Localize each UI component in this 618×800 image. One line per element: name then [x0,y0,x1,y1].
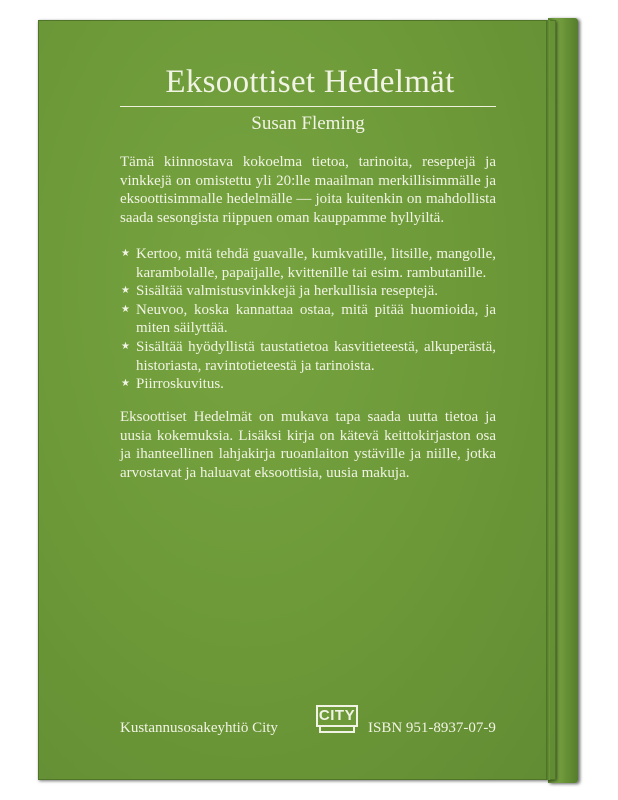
feature-text: Piirroskuvitus. [136,376,224,393]
isbn-number: ISBN 951-8937-07-9 [368,720,496,736]
cover-hinge [546,20,550,780]
publisher-name: Kustannusosakeyhtiö City [120,720,278,736]
feature-text: Neuvoo, koska kannattaa ostaa, mitä pitää huomioida, ja miten säilyttää. [136,301,496,337]
logo-text: CITY [318,707,356,724]
book-author: Susan Fleming [251,113,365,134]
feature-item [120,301,496,338]
star-icon: ★ [121,285,130,297]
star-icon: ★ [121,340,130,352]
star-icon: ★ [121,378,130,390]
title-divider [120,106,496,107]
book-title: Eksoottiset Hedelmät [165,64,455,100]
feature-text: Kertoo, mitä tehdä guavalle, kumkvatille, litsille, mangolle, karambolalle, papaijalle, kvittenille tai esim. rambutanille. [136,246,496,281]
feature-list [120,245,496,394]
logo-base [319,727,355,733]
feature-item [120,245,496,282]
outro-paragraph: Eksoottiset Hedelmät on mukava tapa saada uutta tietoa ja uusia kokemuksia. Lisäksi kirja on kätevä keittokirjaston osa ja ihanteellinen lahjakirja ruoanlaiton ystäville ja niille, jotka arvostavat ja haluavat eksoottisia, uusia makuja. [120,409,496,481]
feature-item [120,375,496,394]
logo-box [316,705,358,727]
star-icon: ★ [121,303,130,315]
publisher-footer [120,703,500,743]
feature-text: Sisältää hyödyllistä taustatietoa kasvitieteestä, alkuperästä, historiasta, ravintotieteestä ja tarinoista. [136,338,496,374]
feature-item [120,282,496,301]
feature-item [120,338,496,375]
city-logo [316,705,358,733]
feature-text: Sisältää valmistusvinkkejä ja herkullisia reseptejä. [136,283,438,300]
star-icon: ★ [121,248,130,259]
intro-paragraph: Tämä kiinnostava kokoelma tietoa, tarinoita, reseptejä ja vinkkejä on omistettu yli 20:lle maailman merkillisimmälle ja eksoottisimmalle hedelmälle — joita kuitenkin on mahdollista saada sesongista riippuen oman kauppamme hyllyiltä. [120,154,496,226]
